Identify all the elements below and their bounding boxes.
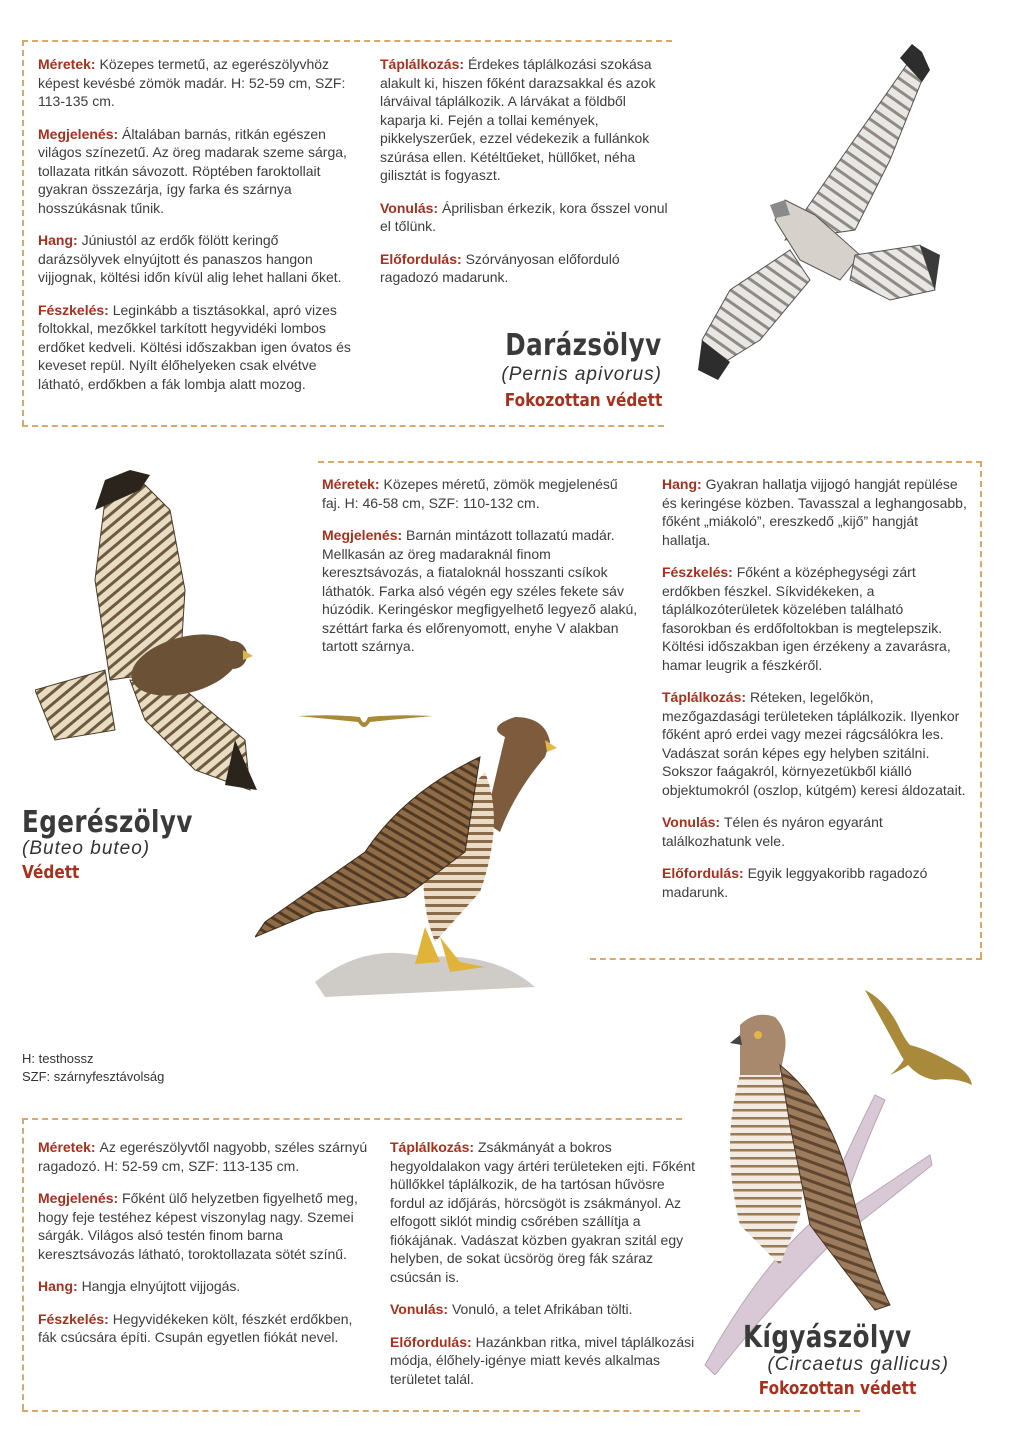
section-border-bottom: [590, 958, 982, 960]
size-text: Közepes méretű, zömök megjelenésű faj. H: 46-58 cm, SZF: 110-132 cm.: [322, 476, 618, 511]
migration-text: Áprilisban érkezik, kora ősszel vonul el tőlünk.: [380, 199, 668, 234]
honey-buzzard-left-column: [38, 55, 356, 407]
legend-h: H: testhossz: [22, 1051, 94, 1066]
voice-paragraph: Hang: Júniustól az erdők fölött keringő darázsölyvek elnyújtott és panaszos hangon vijjognak, költési időn kívül alig lehet hallani őket.: [38, 232, 342, 285]
species-latin-name: (Circaetus gallicus): [767, 1354, 949, 1375]
section-border-right: [980, 461, 982, 958]
food-paragraph: Táplálkozás: Érdekes táplálkozási szokása alakult ki, hiszen főként darazsakkal és azok lárváival táplálkozik. A lárvákat a földből kaparja ki. Fején a tollai kemények, pikkelyszerűek, ezzel védekezik a fullánkok szúrása ellen. Kétéltűeket, hüllőket, néha gilisztát is fogyaszt.: [380, 56, 656, 183]
look-label: Megjelenés: [322, 527, 398, 543]
nest-paragraph: Fészkelés: Hegyvidékeken költ, fészkét erdőkben, fák csúcsára építi. Csupán egyetlen fiókát nevel.: [38, 1310, 353, 1345]
nest-paragraph: Fészkelés: Leginkább a tisztásokkal, apró vizes foltokkal, mezőkkel tarkított hegyvidéki lombos erdőket kedveli. Költési időszakban igen óvatos és keveset repül. Nyílt élőhelyeken csak elvétve látható, erdőkben a fák lombja alatt mozog.: [38, 301, 351, 392]
look-text: Főként ülő helyzetben figyelhető meg, hogy feje testéhez képest viszonylag nagy. Szemei sárgák. Világos alsó testén finom barna keresztsávozás látható, toroktollazata sötét színű.: [38, 1190, 358, 1262]
occurrence-text: Hazánkban ritka, mivel táplálkozási módja, élőhely-igénye miatt kevés alkalmas területet talál.: [390, 1333, 695, 1387]
food-text: Zsákmányát a bokros hegyoldalakon vagy ártéri területeken ejti. Főként hüllőkkel táplálkozik, de ha tartósan hűvösre fordul az időjárás, hörcsögöt is zsákmányol. Az elfogott siklót mindig csőrében szállítja a fiókájának. Vadászat közben gyakran szitál egy helyben, de sokat ücsörög öreg fák száraz csúcsán is.: [390, 1139, 696, 1285]
food-label: Táplálkozás: [662, 689, 742, 705]
look-label: Megjelenés: [38, 1190, 114, 1206]
honey-buzzard-flying-illustration: [690, 40, 950, 390]
section-border-top: [22, 1118, 682, 1120]
voice-text: Gyakran hallatja vijjogó hangját repülése és keringése közben. Tavasszal a leghangosabb, főként „miákoló”, ereszkedő „kijő” hangját hallatja.: [662, 476, 967, 548]
section-border-left: [22, 1118, 24, 1410]
migration-label: Vonulás: [390, 1301, 444, 1317]
occurrence-label: Előfordulás: [380, 250, 458, 267]
protection-status: Fokozottan védett: [504, 390, 662, 411]
occurrence-text: Szórványosan előforduló ragadozó madarunk.: [380, 250, 620, 285]
size-label: Méretek: [38, 1139, 91, 1155]
nest-paragraph: Fészkelés: Főként a középhegységi zárt erdőkben fészkel. Síkvidékeken, a táplálkozóterületek közelében található fasorokban és erdőfoltokban is megtelepszik. Költési időszakban igen érzékeny a zavarásra, hamar leugrik a fészkéről.: [662, 564, 951, 673]
occurrence-paragraph: Előfordulás: Szórványosan előforduló ragadozó madarunk.: [380, 250, 620, 285]
species-name: Kígyászölyv: [743, 1320, 912, 1355]
voice-label: Hang: [38, 1278, 73, 1294]
migration-text: Vonuló, a telet Afrikában tölti.: [451, 1301, 633, 1317]
size-label: Méretek: [38, 56, 91, 72]
common-buzzard-left-column: [322, 475, 640, 670]
voice-label: Hang: [38, 232, 73, 248]
food-paragraph: Táplálkozás: Réteken, legelőkön, mezőgazdasági területeken táplálkozik. Ilyenkor főként apró erdei vagy mezei rágcsálókra les. Vadászat során képes egy helyben szitálni. Sokszor faágakról, környezetükből kiálló objektumokról (oszlop, kútgém) keresi áldozatait.: [662, 689, 966, 798]
size-paragraph: Méretek: Közepes méretű, zömök megjelenésű faj. H: 46-58 cm, SZF: 110-132 cm.: [322, 476, 618, 511]
section-border-bottom: [22, 425, 664, 427]
look-label: Megjelenés: [38, 125, 114, 142]
migration-label: Vonulás: [662, 814, 716, 830]
species-latin-name: (Buteo buteo): [22, 838, 151, 859]
abbreviation-legend: [22, 1050, 164, 1086]
look-text: Barnán mintázott tollazatú madár. Mellkasán az öreg madaraknál finom keresztsávozás, a fiataloknál hosszanti csíkok láthatók. Farka alsó végén egy széles fekete sáv húzódik. Keringéskor megfigyelhető legyező alakú, széttárt farka és előrenyomott, enyhe V alakban tartott szárnya.: [322, 527, 638, 654]
migration-paragraph: Vonulás: Vonuló, a telet Afrikában tölti.: [390, 1301, 633, 1317]
honey-buzzard-right-column: [380, 55, 670, 301]
section-border-left: [22, 40, 24, 426]
short-toed-eagle-left-column: [38, 1138, 373, 1361]
section-border-bottom: [22, 1410, 860, 1412]
species-name: Darázsölyv: [505, 328, 662, 363]
migration-text: Télen és nyáron egyaránt találkozhatunk vele.: [662, 814, 883, 849]
voice-text: Hangja elnyújtott vijjogás.: [81, 1278, 241, 1294]
migration-paragraph: Vonulás: Télen és nyáron egyaránt találkozhatunk vele.: [662, 814, 883, 849]
look-paragraph: Megjelenés: Főként ülő helyzetben figyelhető meg, hogy feje testéhez képest viszonylag nagy. Szemei sárgák. Világos alsó testén finom barna keresztsávozás látható, toroktollazata sötét színű.: [38, 1190, 358, 1262]
nest-text: Hegyvidékeken költ, fészkét erdőkben, fák csúcsára építi. Csupán egyetlen fiókát nevel.: [38, 1310, 353, 1345]
migration-label: Vonulás: [380, 199, 434, 216]
look-text: Általában barnás, ritkán egészen világos színezetű. Az öreg madarak szeme sárga, tollazata ritkán sávozott. Röptében faroktollait gyakran összezárja, így farka és szárnya hosszúkásnak tűnik.: [38, 125, 347, 216]
voice-text: Júniustól az erdők fölött keringő darázsölyvek elnyújtott és panaszos hangon vijjognak, költési időn kívül alig lehet hallani őket.: [38, 232, 342, 285]
food-label: Táplálkozás: [390, 1139, 470, 1155]
food-label: Táplálkozás: [380, 56, 460, 72]
nest-label: Fészkelés: [38, 301, 105, 318]
protection-status: Védett: [22, 862, 80, 883]
short-toed-eagle-right-column: [390, 1138, 700, 1402]
common-buzzard-flying-illustration: [35, 470, 260, 800]
nest-text: Leginkább a tisztásokkal, apró vizes foltokkal, mezőkkel tarkított hegyvidéki lombos erdőket kedveli. Költési időszakban igen óvatos és keveset repül. Nyílt élőhelyeken csak elvétve látható, erdőkben a fák lombja alatt mozog.: [38, 301, 351, 392]
look-paragraph: Megjelenés: Általában barnás, ritkán egészen világos színezetű. Az öreg madarak szeme sárga, tollazata ritkán sávozott. Röptében faroktollait gyakran összezárja, így farka és szárnya hosszúkásnak tűnik.: [38, 125, 347, 216]
legend-szf: SZF: szárnyfesztávolság: [22, 1069, 165, 1084]
food-text: Réteken, legelőkön, mezőgazdasági területeken táplálkozik. Ilyenkor főként apró erdei vagy mezei rágcsálókra les. Vadászat során képes egy helyben szitálni. Sokszor faágakról, környezetükből kiálló objektumokról (oszlop, kútgém) keresi áldozatait.: [662, 689, 966, 798]
look-paragraph: Megjelenés: Barnán mintázott tollazatú madár. Mellkasán az öreg madaraknál finom keresztsávozás, a fiataloknál hosszanti csíkok láthatók. Farka alsó végén egy széles fekete sáv húzódik. Keringéskor megfigyelhető legyező alakú, széttárt farka és előrenyomott, enyhe V alakban tartott szárnya.: [322, 527, 638, 654]
common-buzzard-right-column: [662, 475, 967, 915]
occurrence-text: Egyik leggyakoribb ragadozó madarunk.: [662, 865, 928, 900]
eagle-silhouette-icon: [860, 985, 975, 1095]
section-border-top: [318, 461, 982, 463]
occurrence-paragraph: Előfordulás: Egyik leggyakoribb ragadozó madarunk.: [662, 865, 928, 900]
size-label: Méretek: [322, 476, 375, 492]
voice-paragraph: Hang: Gyakran hallatja vijjogó hangját repülése és keringése közben. Tavasszal a leghangosabb, főként „miákoló”, ereszkedő „kijő” hangját hallatja.: [662, 476, 967, 548]
migration-paragraph: Vonulás: Áprilisban érkezik, kora ősszel vonul el tőlünk.: [380, 199, 668, 234]
voice-paragraph: Hang: Hangja elnyújtott vijjogás.: [38, 1278, 241, 1294]
nest-label: Fészkelés: [38, 1310, 105, 1327]
nest-label: Fészkelés: [662, 564, 729, 580]
occurrence-paragraph: Előfordulás: Hazánkban ritka, mivel táplálkozási módja, élőhely-igénye miatt kevés alkalmas területet talál.: [390, 1333, 695, 1387]
food-text: Érdekes táplálkozási szokása alakult ki, hiszen főként darazsakkal és azok lárváival táplálkozik. A lárvákat a földből kaparja ki. Fején a tollai kemények, pikkelyszerűek, ezzel védekezik a fullánkok szúrása ellen. Kétéltűeket, hüllőket, néha gilisztát is fogyaszt.: [380, 56, 656, 183]
size-paragraph: Méretek: Az egerészölyvtől nagyobb, széles szárnyú ragadozó. H: 52-59 cm, SZF: 113-135 cm.: [38, 1139, 368, 1174]
size-text: Közepes termetű, az egerészölyvhöz képest kevésbé zömök madár. H: 52-59 cm, SZF: 113-135 cm.: [38, 56, 346, 109]
common-buzzard-perched-illustration: [255, 712, 565, 1012]
section-border-top: [22, 40, 672, 42]
occurrence-label: Előfordulás: [390, 1333, 468, 1350]
size-text: Az egerészölyvtől nagyobb, széles szárnyú ragadozó. H: 52-59 cm, SZF: 113-135 cm.: [38, 1139, 368, 1174]
species-name: Egerészölyv: [22, 805, 193, 840]
size-paragraph: Méretek: Közepes termetű, az egerészölyvhöz képest kevésbé zömök madár. H: 52-59 cm, SZF: 113-135 cm.: [38, 56, 346, 109]
protection-status: Fokozottan védett: [758, 1378, 916, 1399]
occurrence-label: Előfordulás: [662, 865, 740, 881]
species-latin-name: (Pernis apivorus): [501, 364, 662, 385]
voice-label: Hang: [662, 476, 697, 492]
nest-text: Főként a középhegységi zárt erdőkben fészkel. Síkvidékeken, a táplálkozóterületek közelében található fasorokban és erdőfoltokban is megtelepszik. Költési időszakban igen érzékeny a zavarásra, hamar leugrik a fészkéről.: [662, 564, 951, 673]
food-paragraph: Táplálkozás: Zsákmányát a bokros hegyoldalakon vagy ártéri területeken ejti. Főként hüllőkkel táplálkozik, de ha tartósan hűvösre fordul az időjárás, hörcsögöt is zsákmányol. Az elfogott siklót mindig csőrében szállítja a fiókájának. Vadászat közben gyakran szitál egy helyben, de sokat ücsörög öreg fák száraz csúcsán is.: [390, 1139, 696, 1285]
